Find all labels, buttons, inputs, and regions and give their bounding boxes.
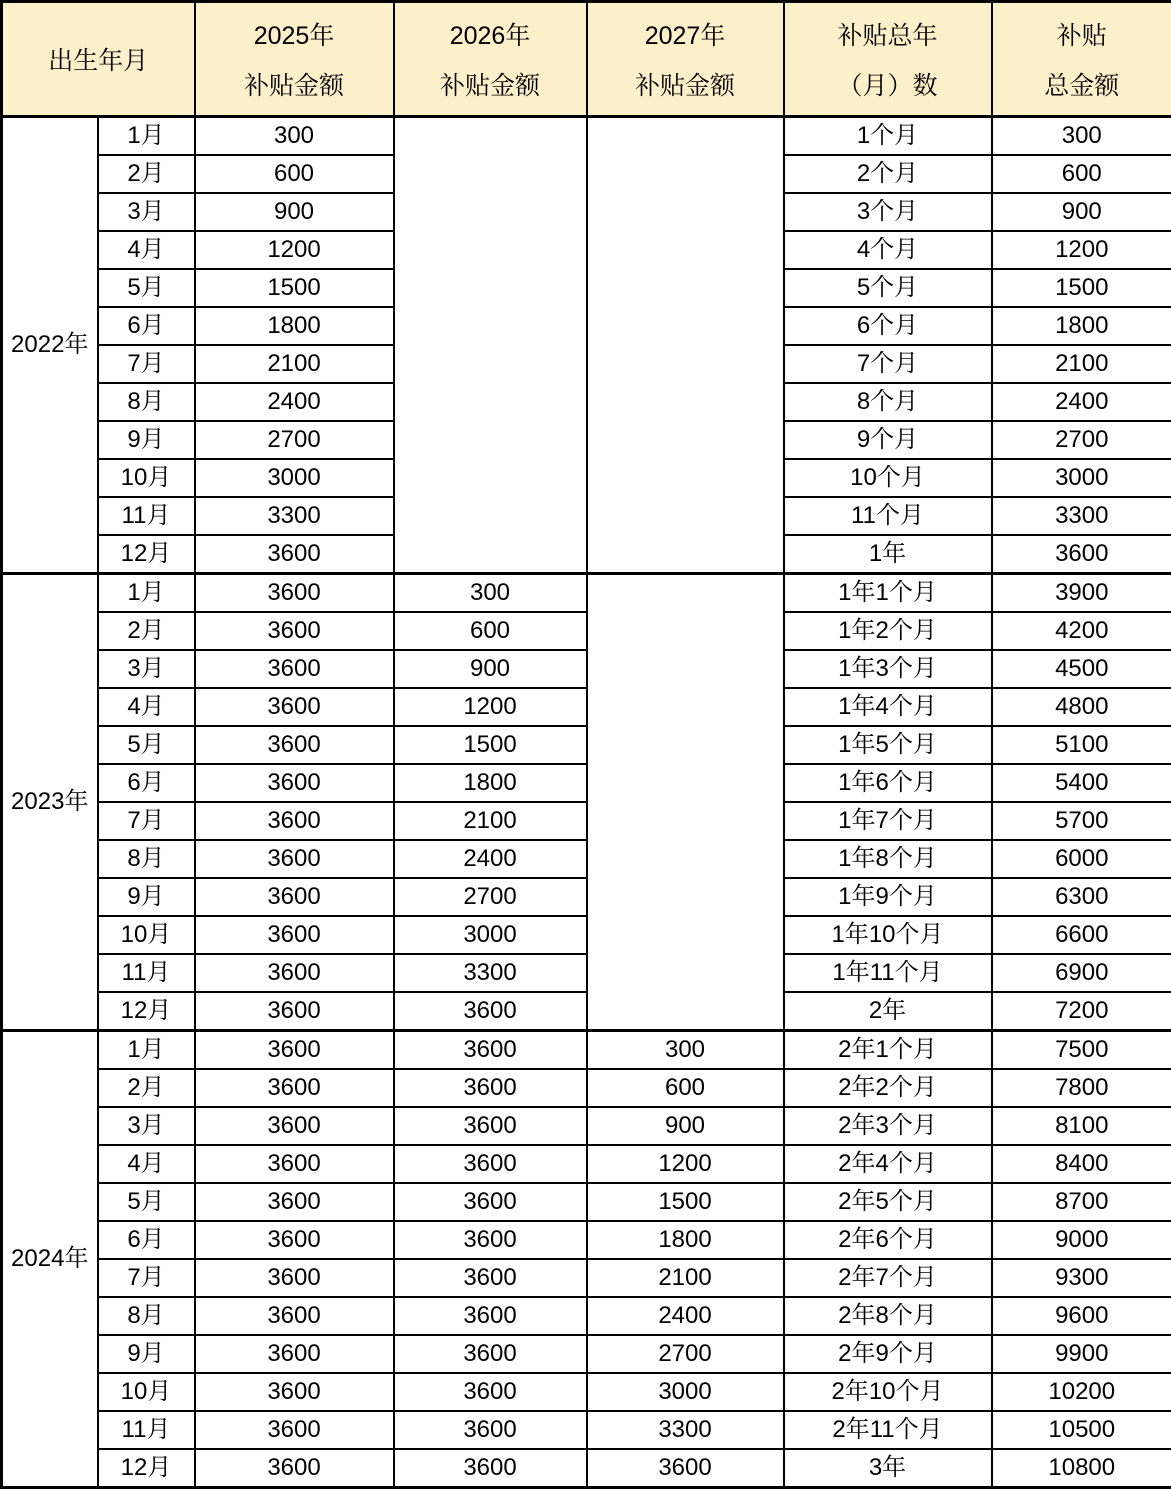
month-cell: 1月: [98, 117, 195, 156]
subsidy-2025-cell: 3600: [195, 650, 394, 688]
header-total-months: [784, 2, 992, 117]
month-cell: 3月: [98, 193, 195, 231]
subsidy-2027-cell: 3000: [587, 1373, 784, 1411]
total-amount-cell: 2100: [992, 345, 1171, 383]
subsidy-2026-cell: 600: [394, 612, 587, 650]
month-cell: 5月: [98, 1183, 195, 1221]
subsidy-2027-empty-cell: [587, 117, 784, 574]
subsidy-2026-empty-cell: [394, 117, 587, 574]
subsidy-2025-cell: 3600: [195, 612, 394, 650]
total-amount-cell: 7800: [992, 1069, 1171, 1107]
subsidy-2025-cell: 3600: [195, 1335, 394, 1373]
subsidy-2027-cell: 3300: [587, 1411, 784, 1449]
total-amount-cell: 10200: [992, 1373, 1171, 1411]
table-row: [2, 1069, 1171, 1107]
subsidy-2026-cell: 3600: [394, 1107, 587, 1145]
total-months-cell: 1年6个月: [784, 764, 992, 802]
total-months-cell: 8个月: [784, 383, 992, 421]
total-amount-cell: 1800: [992, 307, 1171, 345]
total-months-cell: 9个月: [784, 421, 992, 459]
table-row: [2, 1221, 1171, 1259]
subsidy-2025-cell: 3600: [195, 840, 394, 878]
year-cell: 2024年: [2, 1031, 98, 1488]
header-birth-date-label: 出生年月: [48, 41, 148, 77]
table-row: [2, 1335, 1171, 1373]
total-amount-cell: 5700: [992, 802, 1171, 840]
subsidy-2027-cell: 600: [587, 1069, 784, 1107]
header-2027-line2: 补贴金额: [635, 66, 735, 102]
subsidy-2027-cell: 300: [587, 1031, 784, 1070]
total-months-cell: 2年3个月: [784, 1107, 992, 1145]
subsidy-2025-cell: 600: [195, 155, 394, 193]
total-months-cell: 1年8个月: [784, 840, 992, 878]
subsidy-2025-cell: 3000: [195, 459, 394, 497]
subsidy-2026-cell: 3300: [394, 954, 587, 992]
total-months-cell: 2个月: [784, 155, 992, 193]
table-row: [2, 878, 1171, 916]
header-total-amount: [992, 2, 1171, 117]
total-amount-cell: 4500: [992, 650, 1171, 688]
total-months-cell: 2年2个月: [784, 1069, 992, 1107]
header-2026-subsidy: [394, 2, 587, 117]
subsidy-2026-cell: 3600: [394, 1297, 587, 1335]
total-months-cell: 1年1个月: [784, 574, 992, 613]
subsidy-2025-cell: 3600: [195, 535, 394, 574]
subsidy-2025-cell: 3600: [195, 688, 394, 726]
table-row: [2, 1411, 1171, 1449]
subsidy-2027-cell: 1500: [587, 1183, 784, 1221]
month-cell: 11月: [98, 1411, 195, 1449]
month-cell: 12月: [98, 1449, 195, 1488]
subsidy-2025-cell: 3600: [195, 1107, 394, 1145]
month-cell: 9月: [98, 878, 195, 916]
month-cell: 5月: [98, 269, 195, 307]
total-months-cell: 6个月: [784, 307, 992, 345]
subsidy-2027-cell: 2100: [587, 1259, 784, 1297]
subsidy-2026-cell: 3600: [394, 1449, 587, 1488]
month-cell: 12月: [98, 535, 195, 574]
header-2027-line1: 2027年: [645, 16, 726, 52]
subsidy-2026-cell: 3600: [394, 1183, 587, 1221]
header-2027-subsidy: [587, 2, 784, 117]
header-2025-line1: 2025年: [254, 16, 335, 52]
total-months-cell: 2年5个月: [784, 1183, 992, 1221]
subsidy-2026-cell: 1200: [394, 688, 587, 726]
subsidy-2027-cell: 3600: [587, 1449, 784, 1488]
subsidy-2026-cell: 3600: [394, 992, 587, 1031]
total-amount-cell: 4200: [992, 612, 1171, 650]
table-row: [2, 612, 1171, 650]
subsidy-2025-cell: 3600: [195, 1373, 394, 1411]
total-months-cell: 2年4个月: [784, 1145, 992, 1183]
month-cell: 5月: [98, 726, 195, 764]
subsidy-2027-cell: 1800: [587, 1221, 784, 1259]
subsidy-2025-cell: 2100: [195, 345, 394, 383]
total-months-cell: 2年: [784, 992, 992, 1031]
total-months-cell: 1年7个月: [784, 802, 992, 840]
subsidy-2025-cell: 3600: [195, 1145, 394, 1183]
subsidy-2026-cell: 1800: [394, 764, 587, 802]
header-2025-subsidy: [195, 2, 394, 117]
total-months-cell: 2年6个月: [784, 1221, 992, 1259]
month-cell: 9月: [98, 421, 195, 459]
subsidy-2026-cell: 3600: [394, 1031, 587, 1070]
total-months-cell: 7个月: [784, 345, 992, 383]
year-cell: 2022年: [2, 117, 98, 574]
total-months-cell: 1年4个月: [784, 688, 992, 726]
subsidy-2025-cell: 2400: [195, 383, 394, 421]
total-amount-cell: 4800: [992, 688, 1171, 726]
subsidy-2026-cell: 1500: [394, 726, 587, 764]
total-amount-cell: 9900: [992, 1335, 1171, 1373]
total-amount-cell: 3300: [992, 497, 1171, 535]
total-amount-cell: 1500: [992, 269, 1171, 307]
subsidy-2025-cell: 1200: [195, 231, 394, 269]
month-cell: 1月: [98, 574, 195, 613]
subsidy-2026-cell: 3600: [394, 1373, 587, 1411]
total-months-cell: 1年10个月: [784, 916, 992, 954]
total-amount-cell: 5100: [992, 726, 1171, 764]
subsidy-2027-cell: 2700: [587, 1335, 784, 1373]
total-months-cell: 2年9个月: [784, 1335, 992, 1373]
total-amount-cell: 2400: [992, 383, 1171, 421]
total-months-cell: 2年7个月: [784, 1259, 992, 1297]
month-cell: 8月: [98, 1297, 195, 1335]
table-header: [2, 2, 1171, 117]
total-months-cell: 2年10个月: [784, 1373, 992, 1411]
table-row: [2, 726, 1171, 764]
total-amount-cell: 7200: [992, 992, 1171, 1031]
total-amount-cell: 7500: [992, 1031, 1171, 1070]
total-months-cell: 2年1个月: [784, 1031, 992, 1070]
header-row: [2, 2, 1171, 117]
subsidy-2025-cell: 3600: [195, 1069, 394, 1107]
table-row: [2, 954, 1171, 992]
subsidy-2025-cell: 3600: [195, 954, 394, 992]
table-body: [2, 117, 1171, 1488]
header-birth-date: [2, 2, 195, 117]
total-amount-cell: 6000: [992, 840, 1171, 878]
subsidy-2025-cell: 900: [195, 193, 394, 231]
table-row: [2, 840, 1171, 878]
subsidy-2025-cell: 3600: [195, 1411, 394, 1449]
subsidy-2025-cell: 1500: [195, 269, 394, 307]
header-total-months-line2: （月）数: [838, 66, 938, 102]
total-amount-cell: 3000: [992, 459, 1171, 497]
total-amount-cell: 300: [992, 117, 1171, 156]
total-amount-cell: 1200: [992, 231, 1171, 269]
month-cell: 4月: [98, 1145, 195, 1183]
total-months-cell: 11个月: [784, 497, 992, 535]
table-row: [2, 1297, 1171, 1335]
total-months-cell: 4个月: [784, 231, 992, 269]
subsidy-2026-cell: 2400: [394, 840, 587, 878]
month-cell: 7月: [98, 345, 195, 383]
month-cell: 4月: [98, 231, 195, 269]
total-months-cell: 2年11个月: [784, 1411, 992, 1449]
month-cell: 10月: [98, 1373, 195, 1411]
month-cell: 2月: [98, 155, 195, 193]
year-cell: 2023年: [2, 574, 98, 1031]
subsidy-2025-cell: 3600: [195, 802, 394, 840]
total-amount-cell: 8100: [992, 1107, 1171, 1145]
subsidy-2025-cell: 3600: [195, 878, 394, 916]
total-amount-cell: 9600: [992, 1297, 1171, 1335]
table-row: [2, 117, 1171, 156]
table-row: [2, 1373, 1171, 1411]
month-cell: 6月: [98, 307, 195, 345]
table-row: [2, 1145, 1171, 1183]
total-amount-cell: 900: [992, 193, 1171, 231]
total-months-cell: 3年: [784, 1449, 992, 1488]
table-row: [2, 1107, 1171, 1145]
subsidy-2025-cell: 3300: [195, 497, 394, 535]
subsidy-2026-cell: 3600: [394, 1411, 587, 1449]
subsidy-2026-cell: 3600: [394, 1221, 587, 1259]
table-row: [2, 650, 1171, 688]
subsidy-2027-empty-cell: [587, 574, 784, 1031]
subsidy-2025-cell: 3600: [195, 992, 394, 1031]
month-cell: 11月: [98, 497, 195, 535]
month-cell: 7月: [98, 802, 195, 840]
total-months-cell: 2年8个月: [784, 1297, 992, 1335]
subsidy-2027-cell: 900: [587, 1107, 784, 1145]
header-2026-line1: 2026年: [450, 16, 531, 52]
table-row: [2, 1031, 1171, 1070]
subsidy-2026-cell: 3600: [394, 1069, 587, 1107]
month-cell: 7月: [98, 1259, 195, 1297]
subsidy-2025-cell: 3600: [195, 1221, 394, 1259]
table-row: [2, 1449, 1171, 1488]
total-amount-cell: 3600: [992, 535, 1171, 574]
subsidy-2025-cell: 3600: [195, 916, 394, 954]
subsidy-2025-cell: 3600: [195, 574, 394, 613]
total-months-cell: 10个月: [784, 459, 992, 497]
total-amount-cell: 3900: [992, 574, 1171, 613]
header-total-amount-line1: 补贴: [1057, 16, 1107, 52]
month-cell: 6月: [98, 764, 195, 802]
subsidy-2025-cell: 3600: [195, 1183, 394, 1221]
subsidy-2026-cell: 300: [394, 574, 587, 613]
month-cell: 10月: [98, 916, 195, 954]
total-amount-cell: 9000: [992, 1221, 1171, 1259]
total-amount-cell: 9300: [992, 1259, 1171, 1297]
total-amount-cell: 8700: [992, 1183, 1171, 1221]
month-cell: 2月: [98, 1069, 195, 1107]
month-cell: 2月: [98, 612, 195, 650]
month-cell: 12月: [98, 992, 195, 1031]
month-cell: 8月: [98, 383, 195, 421]
subsidy-2026-cell: 3600: [394, 1335, 587, 1373]
subsidy-2026-cell: 2700: [394, 878, 587, 916]
subsidy-2025-cell: 3600: [195, 1031, 394, 1070]
month-cell: 1月: [98, 1031, 195, 1070]
subsidy-2025-cell: 3600: [195, 764, 394, 802]
total-months-cell: 1年9个月: [784, 878, 992, 916]
month-cell: 8月: [98, 840, 195, 878]
total-months-cell: 1年3个月: [784, 650, 992, 688]
total-months-cell: 3个月: [784, 193, 992, 231]
month-cell: 4月: [98, 688, 195, 726]
total-months-cell: 5个月: [784, 269, 992, 307]
subsidy-2025-cell: 300: [195, 117, 394, 156]
total-months-cell: 1年2个月: [784, 612, 992, 650]
subsidy-2027-cell: 1200: [587, 1145, 784, 1183]
table-row: [2, 764, 1171, 802]
subsidy-2027-cell: 2400: [587, 1297, 784, 1335]
table-row: [2, 802, 1171, 840]
subsidy-2026-cell: 3000: [394, 916, 587, 954]
subsidy-2025-cell: 1800: [195, 307, 394, 345]
total-amount-cell: 10500: [992, 1411, 1171, 1449]
header-2025-line2: 补贴金额: [244, 66, 344, 102]
month-cell: 3月: [98, 1107, 195, 1145]
subsidy-2026-cell: 900: [394, 650, 587, 688]
subsidy-2026-cell: 2100: [394, 802, 587, 840]
subsidy-2026-cell: 3600: [394, 1145, 587, 1183]
header-total-months-line1: 补贴总年: [838, 16, 938, 52]
total-amount-cell: 8400: [992, 1145, 1171, 1183]
subsidy-2025-cell: 3600: [195, 726, 394, 764]
month-cell: 10月: [98, 459, 195, 497]
table-row: [2, 1183, 1171, 1221]
subsidy-2025-cell: 3600: [195, 1297, 394, 1335]
header-total-amount-line2: 总金额: [1044, 66, 1119, 102]
table-row: [2, 916, 1171, 954]
table-row: [2, 688, 1171, 726]
month-cell: 3月: [98, 650, 195, 688]
total-amount-cell: 5400: [992, 764, 1171, 802]
total-amount-cell: 2700: [992, 421, 1171, 459]
month-cell: 6月: [98, 1221, 195, 1259]
table-row: [2, 992, 1171, 1031]
total-months-cell: 1年5个月: [784, 726, 992, 764]
total-amount-cell: 6300: [992, 878, 1171, 916]
total-amount-cell: 10800: [992, 1449, 1171, 1488]
total-amount-cell: 6900: [992, 954, 1171, 992]
subsidy-2026-cell: 3600: [394, 1259, 587, 1297]
total-amount-cell: 600: [992, 155, 1171, 193]
subsidy-2025-cell: 3600: [195, 1449, 394, 1488]
table-row: [2, 574, 1171, 613]
month-cell: 9月: [98, 1335, 195, 1373]
subsidy-2025-cell: 3600: [195, 1259, 394, 1297]
total-months-cell: 1年11个月: [784, 954, 992, 992]
month-cell: 11月: [98, 954, 195, 992]
subsidy-2025-cell: 2700: [195, 421, 394, 459]
total-amount-cell: 6600: [992, 916, 1171, 954]
total-months-cell: 1年: [784, 535, 992, 574]
table-row: [2, 1259, 1171, 1297]
total-months-cell: 1个月: [784, 117, 992, 156]
header-2026-line2: 补贴金额: [440, 66, 540, 102]
